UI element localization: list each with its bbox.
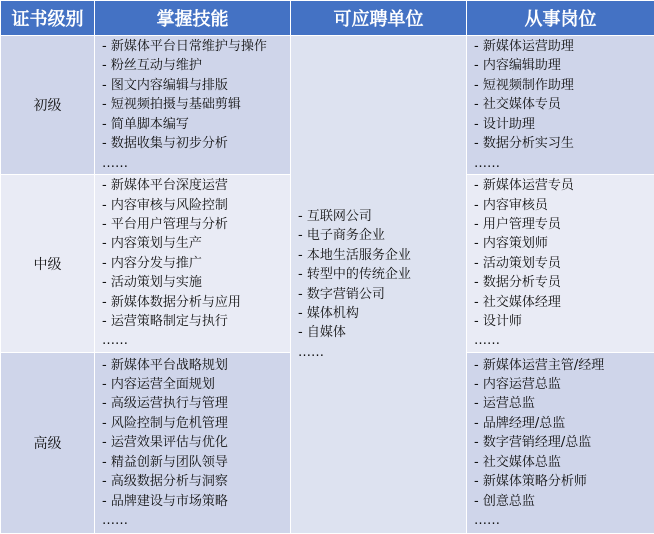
list-item: - 社交媒体专员 <box>474 95 654 114</box>
list-item: - 数据分析实习生 <box>474 134 654 153</box>
list-item: - 转型中的传统企业 <box>298 265 466 284</box>
list-item: - 新媒体平台深度运营 <box>102 176 290 195</box>
list-item: - 新媒体策略分析师 <box>474 472 654 491</box>
skills-list <box>95 176 290 351</box>
list-item: - 社交媒体经理 <box>474 293 654 312</box>
list-item: - 活动策划与实施 <box>102 273 290 292</box>
list-item: - 数据分析专员 <box>474 273 654 292</box>
list-item: - 内容审核与风险控制 <box>102 196 290 215</box>
list-item: - 新媒体平台日常维护与操作 <box>102 37 290 56</box>
skills-junior <box>95 36 291 175</box>
list-item: …… <box>474 331 654 350</box>
positions-junior <box>467 36 654 175</box>
header-row <box>1 1 654 36</box>
list-item: - 短视频制作助理 <box>474 76 654 95</box>
list-item: - 运营总监 <box>474 394 654 413</box>
skills-list <box>95 37 290 173</box>
level-junior: 初级 <box>1 36 95 175</box>
list-item: - 用户管理专员 <box>474 215 654 234</box>
list-item: - 高级数据分析与洞察 <box>102 472 290 491</box>
list-item: - 新媒体运营主管/经理 <box>474 356 654 375</box>
list-item: …… <box>474 154 654 173</box>
list-item: - 运营策略制定与执行 <box>102 312 290 331</box>
positions-senior <box>467 353 654 534</box>
list-item: - 自媒体 <box>298 323 466 342</box>
list-item: - 数字营销公司 <box>298 285 466 304</box>
header-level: 证书级别 <box>1 1 95 36</box>
list-item: - 社交媒体总监 <box>474 453 654 472</box>
list-item: - 新媒体数据分析与应用 <box>102 293 290 312</box>
list-item: - 媒体机构 <box>298 304 466 323</box>
list-item: - 精益创新与团队领导 <box>102 453 290 472</box>
list-item: - 新媒体平台战略规划 <box>102 356 290 375</box>
list-item: - 粉丝互动与维护 <box>102 56 290 75</box>
skills-list <box>95 356 290 531</box>
list-item: - 内容运营全面规划 <box>102 375 290 394</box>
list-item: - 风险控制与危机管理 <box>102 414 290 433</box>
list-item: - 运营效果评估与优化 <box>102 433 290 452</box>
header-positions: 从事岗位 <box>467 1 654 36</box>
list-item: - 图文内容编辑与排版 <box>102 76 290 95</box>
list-item: - 活动策划专员 <box>474 254 654 273</box>
positions-list <box>467 356 654 531</box>
employers-cell <box>291 36 467 534</box>
list-item: …… <box>298 343 466 362</box>
level-senior: 高级 <box>1 353 95 534</box>
list-item: - 新媒体运营助理 <box>474 37 654 56</box>
list-item: - 内容策划与生产 <box>102 234 290 253</box>
positions-intermediate <box>467 175 654 353</box>
list-item: - 设计助理 <box>474 115 654 134</box>
list-item: - 内容策划师 <box>474 234 654 253</box>
list-item: - 内容编辑助理 <box>474 56 654 75</box>
list-item: …… <box>102 331 290 350</box>
list-item: …… <box>102 154 290 173</box>
positions-list <box>467 176 654 351</box>
row-junior <box>1 36 654 175</box>
employers-list <box>291 207 466 362</box>
list-item: - 设计师 <box>474 312 654 331</box>
list-item: - 互联网公司 <box>298 207 466 226</box>
skills-intermediate <box>95 175 291 353</box>
skills-senior <box>95 353 291 534</box>
list-item: - 电子商务企业 <box>298 226 466 245</box>
header-employers: 可应聘单位 <box>291 1 467 36</box>
list-item: - 创意总监 <box>474 492 654 511</box>
list-item: - 高级运营执行与管理 <box>102 394 290 413</box>
header-skills: 掌握技能 <box>95 1 291 36</box>
list-item: - 新媒体运营专员 <box>474 176 654 195</box>
list-item: - 简单脚本编写 <box>102 115 290 134</box>
level-intermediate: 中级 <box>1 175 95 353</box>
list-item: - 内容分发与推广 <box>102 254 290 273</box>
list-item: - 数字营销经理/总监 <box>474 433 654 452</box>
positions-list <box>467 37 654 173</box>
list-item: - 平台用户管理与分析 <box>102 215 290 234</box>
list-item: - 本地生活服务企业 <box>298 246 466 265</box>
list-item: …… <box>474 511 654 530</box>
list-item: - 品牌建设与市场策略 <box>102 492 290 511</box>
list-item: - 品牌经理/总监 <box>474 414 654 433</box>
list-item: …… <box>102 511 290 530</box>
list-item: - 内容审核员 <box>474 196 654 215</box>
list-item: - 数据收集与初步分析 <box>102 134 290 153</box>
list-item: - 内容运营总监 <box>474 375 654 394</box>
list-item: - 短视频拍摄与基础剪辑 <box>102 95 290 114</box>
